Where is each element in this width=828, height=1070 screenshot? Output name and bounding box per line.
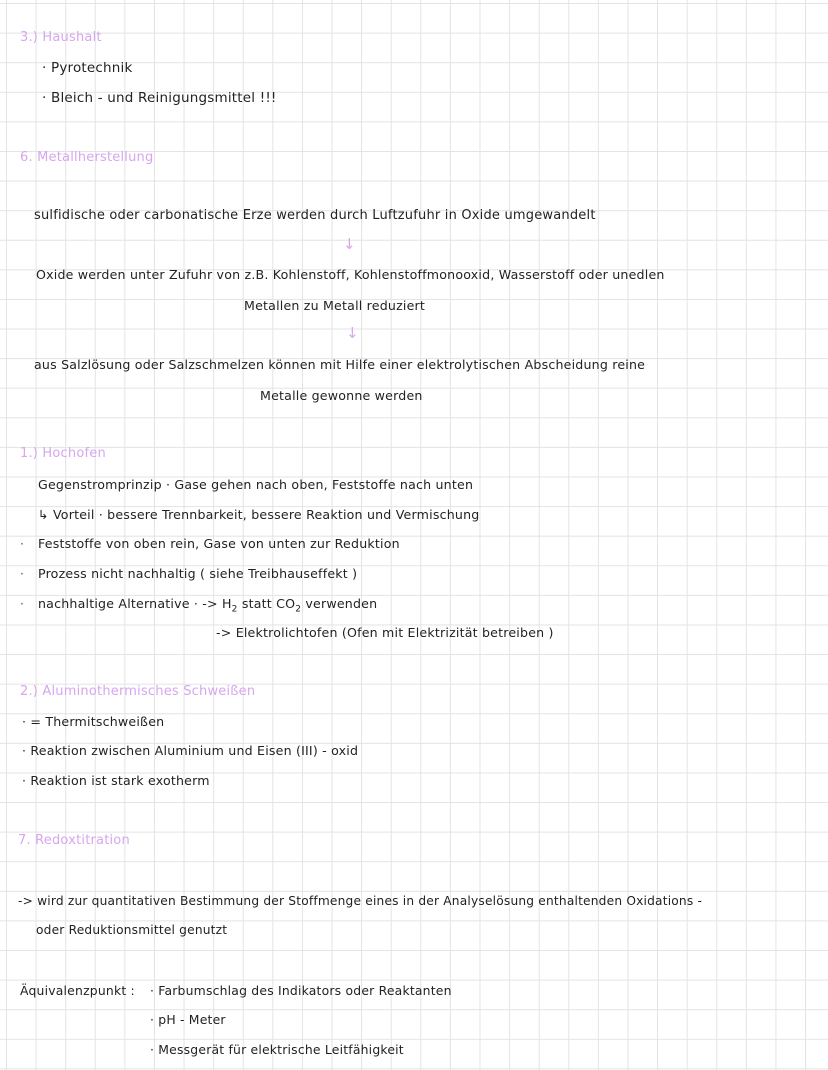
down-arrow-icon: ↓: [343, 235, 356, 253]
hochofen-line-4: Prozess nicht nachhaltig ( siehe Treibhauseffekt ): [38, 566, 358, 581]
down-arrow-icon: ↓: [346, 324, 359, 342]
metall-step-2-line1: Oxide werden unter Zufuhr von z.B. Kohlenstoff, Kohlenstoffmonooxid, Wasserstoff oder unedlen: [36, 267, 665, 282]
metall-step-3-line2: Metalle gewonne werden: [260, 388, 423, 403]
aequivalenz-item-leitfaehigkeit: · Messgerät für elektrische Leitfähigkeit: [150, 1042, 404, 1057]
metall-step-2-line2: Metallen zu Metall reduziert: [244, 298, 426, 313]
redox-line-1: -> wird zur quantitativen Bestimmung der Stoffmenge eines in der Analyselösung enthaltenden Oxidations -: [18, 894, 703, 908]
section-heading-aluminothermisch: 2.) Aluminothermisches Schweißen: [20, 684, 256, 699]
bullet-icon: ·: [20, 567, 24, 581]
aluminothermisch-line-1: · = Thermitschweißen: [22, 714, 165, 729]
hochofen-line-3: Feststoffe von oben rein, Gase von unten zur Reduktion: [38, 536, 400, 551]
aluminothermisch-line-2: · Reaktion zwischen Aluminium und Eisen (III) - oxid: [22, 743, 359, 758]
section-heading-haushalt: 3.) Haushalt: [20, 30, 102, 45]
haushalt-item-bleichmittel: · Bleich - und Reinigungsmittel !!!: [42, 90, 277, 106]
section-heading-redoxtitration: 7. Redoxtitration: [18, 833, 130, 848]
bullet-icon: ·: [20, 597, 24, 611]
haushalt-item-pyrotechnik: · Pyrotechnik: [42, 60, 133, 76]
redox-line-2: oder Reduktionsmittel genutzt: [36, 923, 228, 937]
section-heading-hochofen: 1.) Hochofen: [20, 446, 106, 461]
metall-step-3-line1: aus Salzlösung oder Salzschmelzen können mit Hilfe einer elektrolytischen Abscheidung reine: [34, 357, 646, 372]
section-heading-metallherstellung: 6. Metallherstellung: [20, 150, 154, 165]
aequivalenz-item-ph-meter: · pH - Meter: [150, 1012, 226, 1027]
hochofen-line-5: nachhaltige Alternative · -> $H_2$ statt $CO_2$ verwenden: [38, 596, 378, 615]
metall-step-1: sulfidische oder carbonatische Erze werden durch Luftzufuhr in Oxide umgewandelt: [34, 208, 596, 223]
aequivalenzpunkt-label: Äquivalenzpunkt :: [20, 983, 135, 998]
hochofen-line-1: Gegenstromprinzip · Gase gehen nach oben, Feststoffe nach unten: [38, 477, 474, 492]
aluminothermisch-line-3: · Reaktion ist stark exotherm: [22, 773, 210, 788]
hochofen-line-6: -> Elektrolichtofen (Ofen mit Elektrizität betreiben ): [216, 625, 554, 640]
bullet-icon: ·: [20, 537, 24, 551]
hochofen-line-2: ↳ Vorteil · bessere Trennbarkeit, bessere Reaktion und Vermischung: [38, 507, 480, 522]
aequivalenz-item-farbumschlag: · Farbumschlag des Indikators oder Reaktanten: [150, 983, 452, 998]
